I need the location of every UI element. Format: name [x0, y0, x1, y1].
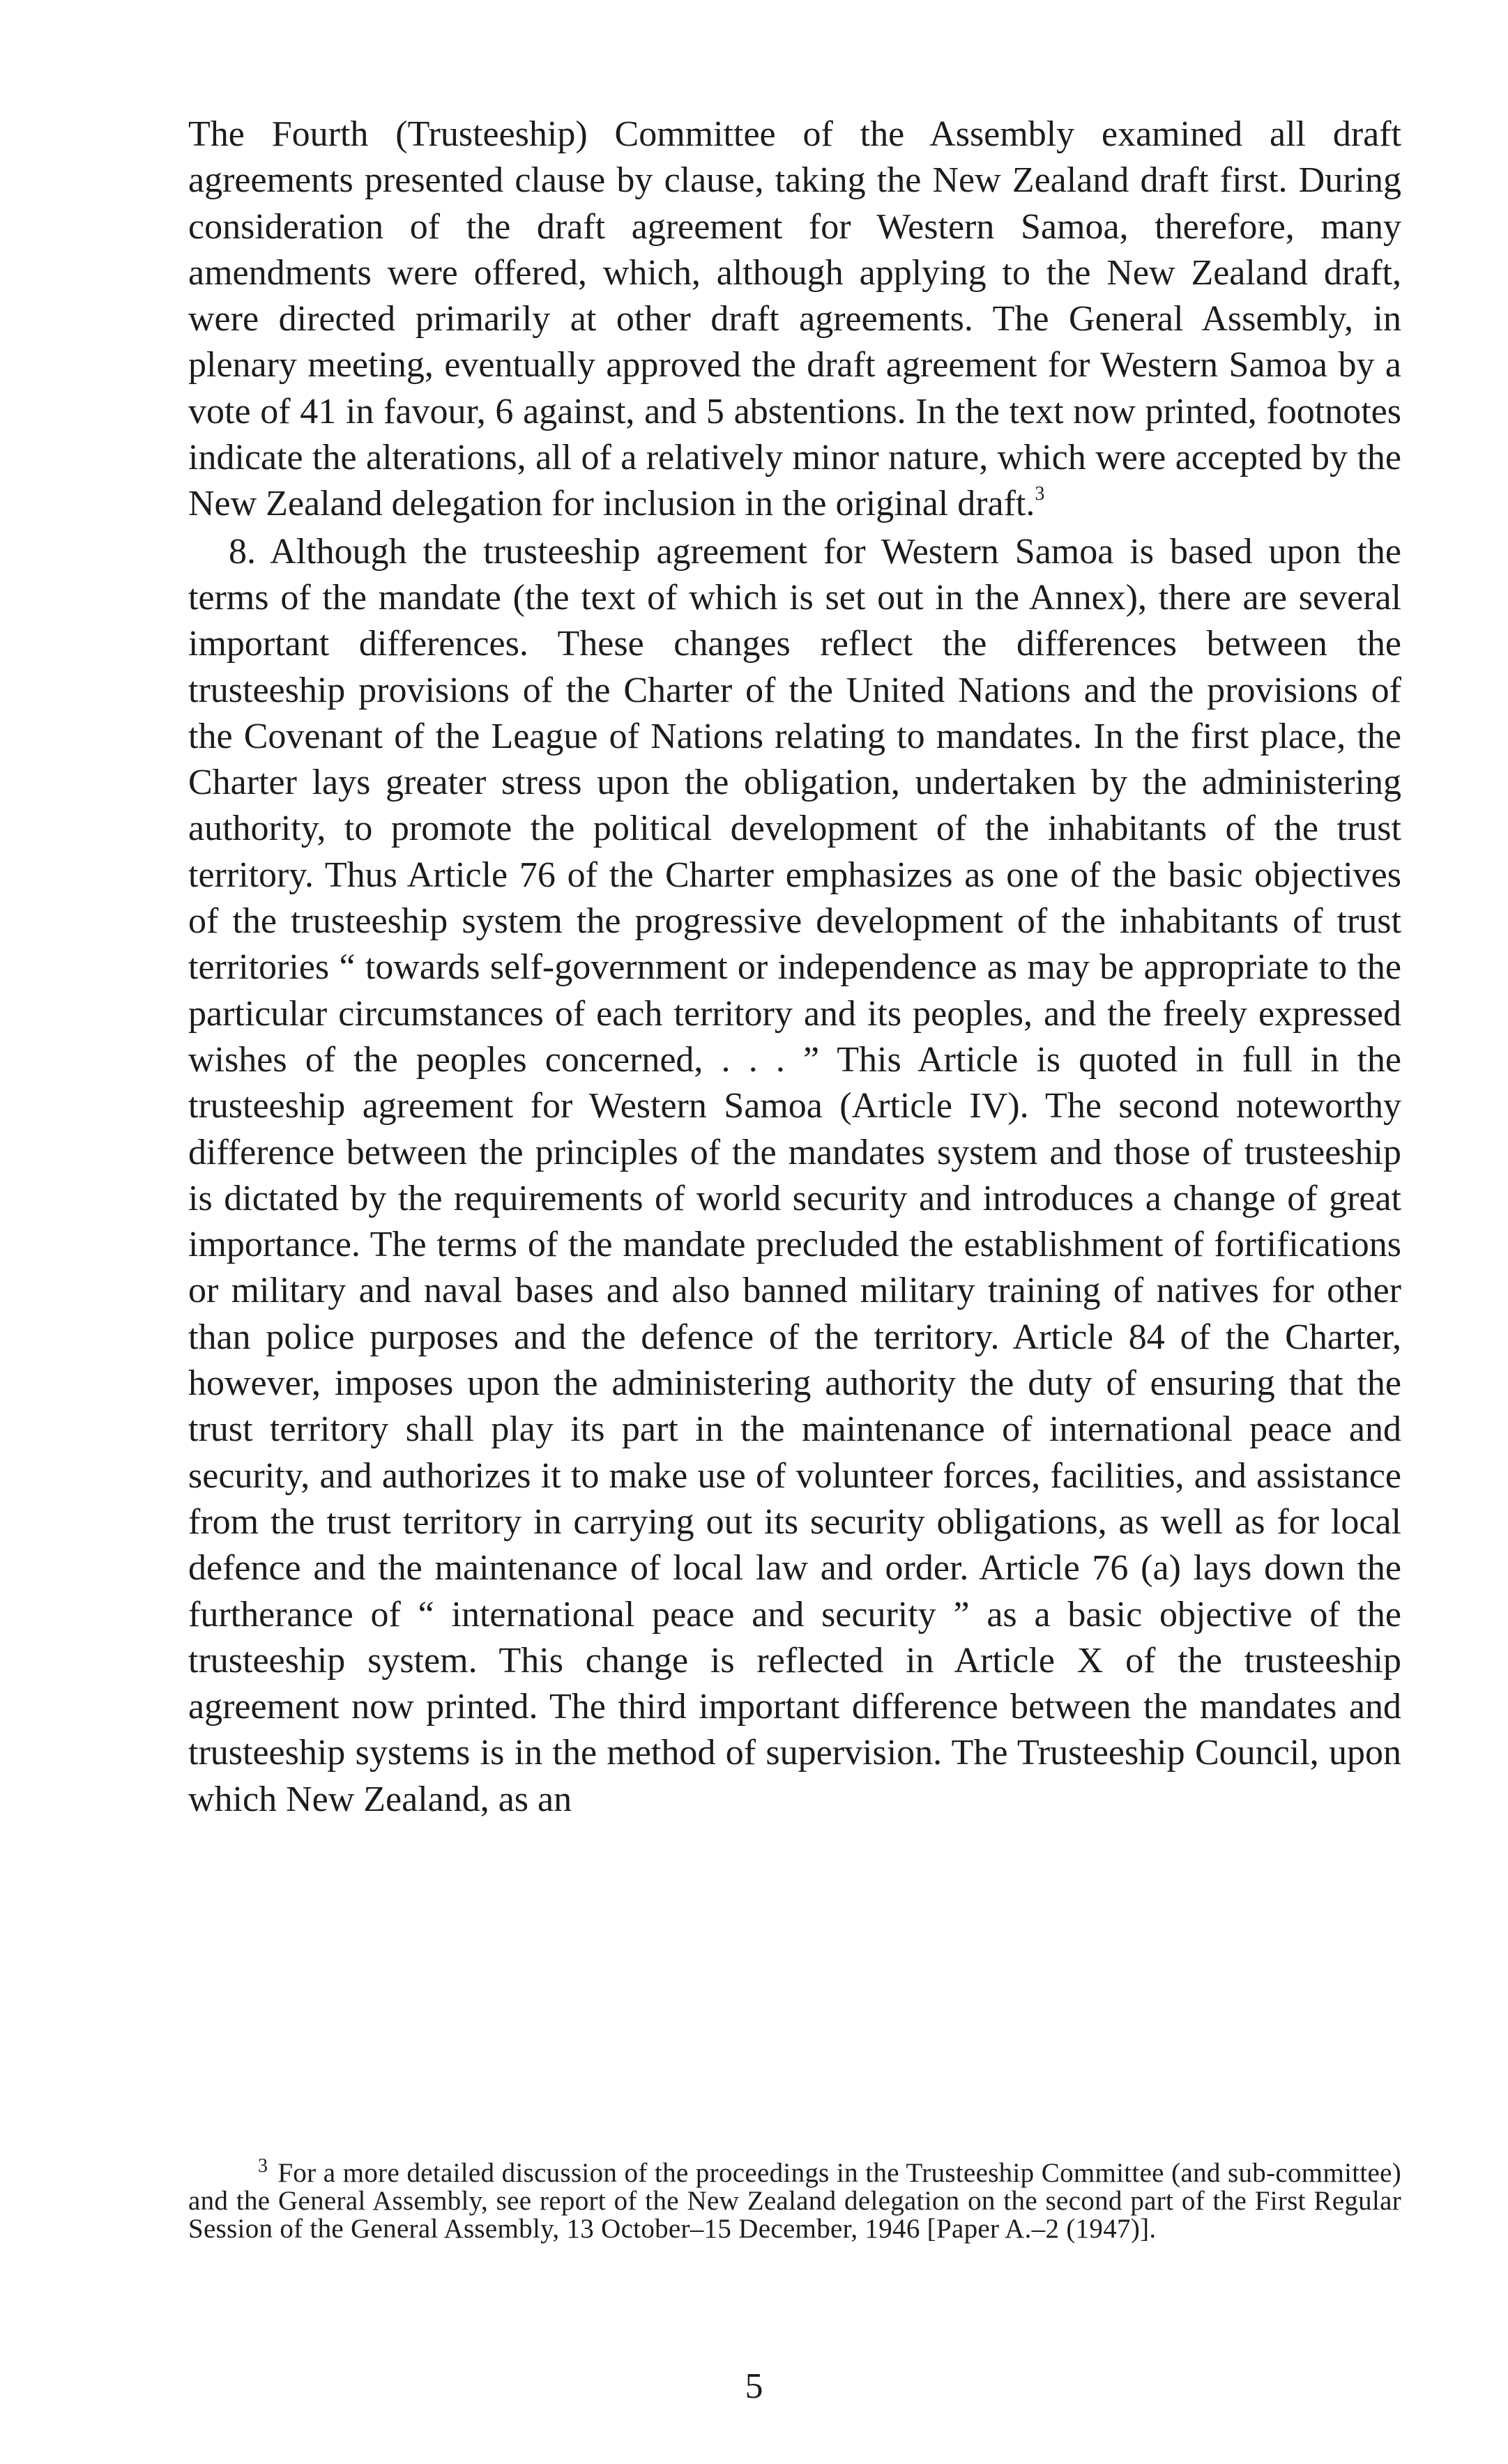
paragraph-1-text: The Fourth (Trusteeship) Committee of the Assembly examined all draft agreements presented clause by clause, taking the New Zealand draft first. During consideration of the draft agreement for Western Samoa, therefore, many amendments were offered, which, although applying to the New Zealand draft, were directed primarily at other draft agreements. The General Assembly, in plenary meeting, eventually approved the draft agreement for Western Samoa by a vote of 41 in favour, 6 against, and 5 abstentions. In the text now printed, footnotes indicate the alterations, all of a relatively minor nature, which were accepted by the New Zealand delegation for inclusion in the original draft.: [188, 114, 1401, 524]
footnote-3: [188, 2155, 1401, 2244]
page-body: [188, 112, 1401, 1823]
footnote-marker: 3: [258, 2155, 268, 2177]
paragraph-2: [188, 529, 1401, 1823]
footnote-reference: 3: [1035, 483, 1045, 505]
footnote-text: For a more detailed discussion of the proceedings in the Trusteeship Committee (and sub-committee) and the General Assembly, see report of the New Zealand delegation on the second part of the First Regular Session of the General Assembly, 13 October–15 December, 1946 [Paper A.–2 (1947)].: [188, 2158, 1401, 2244]
footnotes: [188, 2155, 1401, 2244]
paragraph-2-text: 8. Although the trusteeship agreement for Western Samoa is based upon the terms of the mandate (the text of which is set out in the Annex), there are several important differences. These changes reflect the differences between the trusteeship provisions of the Charter of the United Nations and the provisions of the Covenant of the League of Nations relating to mandates. In the first place, the Charter lays greater stress upon the obligation, undertaken by the administering authority, to promote the political development of the inhabitants of the trust territory. Thus Article 76 of the Charter emphasizes as one of the basic objectives of the trusteeship system the progressive development of the inhabitants of trust territories “ towards self-government or independence as may be appropriate to the particular circumstances of each territory and its peoples, and the freely expressed wishes of the peoples concerned, . . . ” This Article is quoted in full in the trusteeship agreement for Western Samoa (Article IV). The second noteworthy difference between the principles of the mandates system and those of trusteeship is dictated by the requirements of world security and introduces a change of great importance. The terms of the mandate precluded the establishment of fortifications or military and naval bases and also banned military training of natives for other than police purposes and the defence of the territory. Article 84 of the Charter, however, imposes upon the administering authority the duty of ensuring that the trust territory shall play its part in the maintenance of international peace and security, and authorizes it to make use of volunteer forces, facilities, and assistance from the trust territory in carrying out its security obligations, as well as for local defence and the maintenance of local law and order. Article 76 (a) lays down the furtherance of “ international peace and security ” as a basic objective of the trusteeship system. This change is reflected in Article X of the trusteeship agreement now printed. The third important difference between the mandates and trusteeship systems is in the method of supervision. The Trusteeship Council, upon which New Zealand, as an: [188, 531, 1401, 1819]
paragraph-1: [188, 112, 1401, 528]
page-number: 5: [745, 2366, 763, 2406]
